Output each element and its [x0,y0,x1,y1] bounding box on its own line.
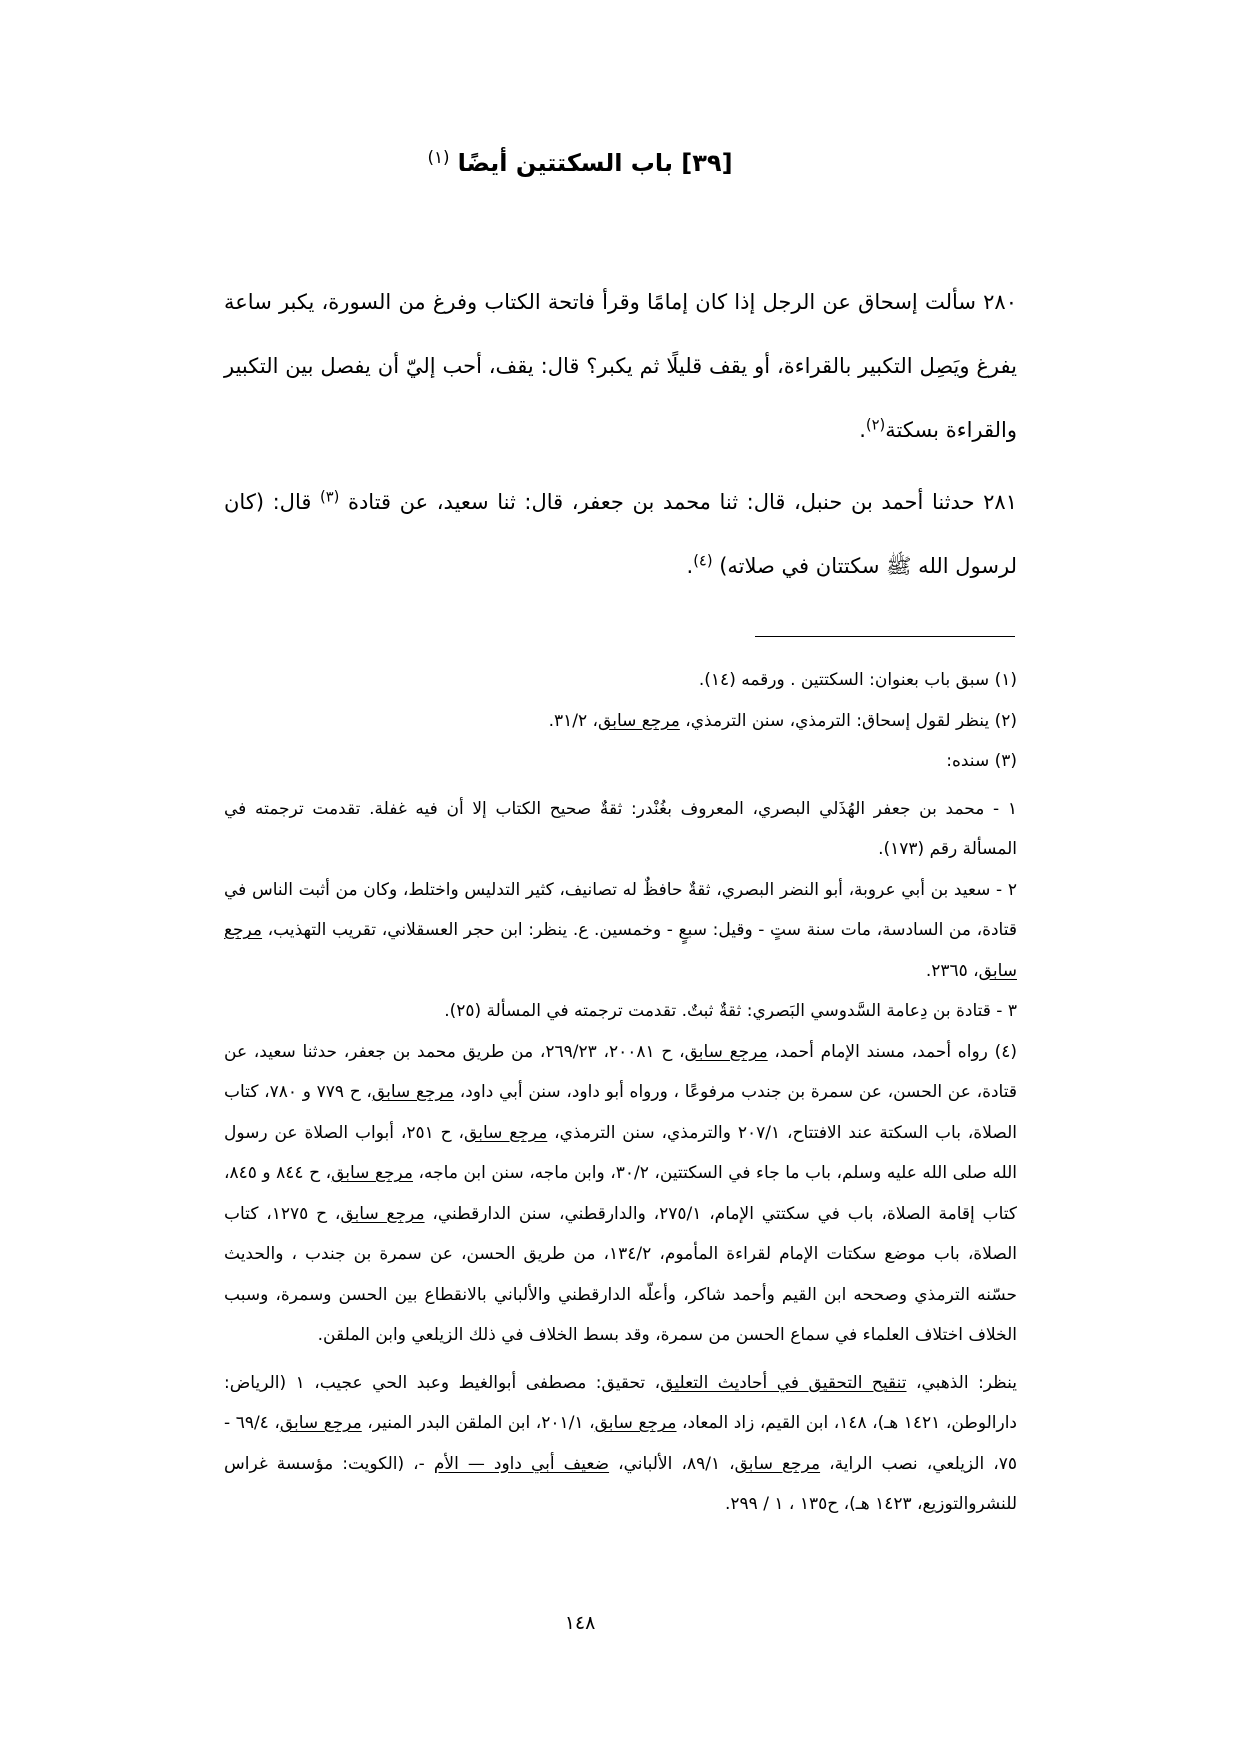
reference-title: مرجع سابق [224,920,1017,981]
text-run: قال: (كان لرسول الله ﷺ سكتتان في صلاته) [224,490,1017,578]
reference-title: مرجع سابق [594,1413,677,1433]
footnote-marker: (٤) [693,552,713,570]
footnote-2 [224,701,1017,742]
footnote-marker: (٣) [319,488,340,506]
page-number: ١٤٨ [564,1612,596,1634]
text-run: . [859,418,866,442]
reference-title: مرجع سابق [464,1122,548,1143]
text-run: (١) سبق باب بعنوان: السكتتين . ورقمه (١٤). [698,670,1017,690]
text-run: ، ح ٨٤٤ و ٨٤٥، كتاب إقامة الصلاة، باب في سكتتي الإمام، ٢٧٥/١، والدارقطني، سنن الدارقطني، [224,1163,1017,1224]
text-run: ١ - محمد بن جعفر الهُذَلي البصري، المعروف بغُنْدر: ثقةٌ صحيح الكتاب إلا أن فيه غفلة. تقدمت ترجمته في المسألة رقم (١٧٣). [224,798,1017,859]
footnote-1 [224,660,1017,701]
text-run: ، ح ٢٠٠٨١، ٢٦٩/٢٣، من طريق محمد بن جعفر، حدثنا سعيد، عن قتادة، عن الحسن، عن سمرة بن جندب مرفوعًا ، ورواه أبو داود، سنن أبي داود، [224,1041,1017,1102]
reference-title: مرجع سابق [598,710,680,731]
text-run: ، ٢٣٦٥. [925,960,979,981]
text-run: -، (الكويت: مؤسسة غراس للنشروالتوزيع، ١٤٢٣ هـ)، ح١٣٥ ، ١ / ٢٩٩. [224,1453,1017,1514]
text-run: ، تحقيق: مصطفى أبوالغيط وعبد الحي عجيب، ١ (الرياض: دارالوطن، ١٤٢١ هـ)، ١٤٨، ابن القيم، زاد المعاد، [224,1372,1018,1433]
reference-title: مرجع سابق [340,1203,425,1224]
text-run: ، ٦٩/٤ - ٧٥، الزيلعي، نصب الراية، [224,1413,1018,1474]
footnote-separator [755,636,1015,637]
reference-title: مرجع سابق [734,1453,821,1474]
footnote-3-item-1 [224,789,1017,870]
paragraph-280 [224,270,1017,462]
text-run: ٢٨٠ سألت إسحاق عن الرجل إذا كان إمامًا وقرأ فاتحة الكتاب وفرغ من السورة، يكبر ساعة يفرغ ويَصِل التكبير بالقراءة، أو يقف قليلًا ثم يكبر؟ قال: يقف، أحب إليّ أن يفصل بين التكبير والقراءة بسكتة [224,290,1017,442]
text-run: ، ٣١/٢. [548,710,599,731]
footnotes [224,660,1017,1525]
text-run: ، ح ١٢٧٥، كتاب الصلاة، باب موضع سكتات الإمام لقراءة المأموم، ١٣٤/٢، من طريق الحسن، عن سمرة بن جندب ، والحديث حسّنه الترمذي وصححه ابن القيم وأحمد شاكر، وأعلّه الدارقطني والألباني بالانقطاع بين الحسن وسمرة، وسبب الخلاف اختلاف العلماء في سماع الحسن من سمرة، وقد بسط الخلاف في ذلك الزيلعي وابن الملقن. [224,1203,1017,1345]
footnote-3 [224,741,1017,782]
footnote-marker: (٢) [865,416,886,434]
reference-title: ضعيف أبي داود — الأم [433,1453,610,1474]
text-run: (٢) ينظر لقول إسحاق: الترمذي، سنن الترمذي، [679,710,1017,731]
footnote-4-references [224,1363,1017,1525]
text-run: (٤) رواه أحمد، مسند الإمام أحمد، [767,1041,1017,1062]
footnote-3-item-2 [224,870,1017,992]
text-run: ٢٨١ حدثنا أحمد بن حنبل، قال: ثنا محمد بن جعفر، قال: ثنا سعيد، عن قتادة [339,490,1017,514]
text-run: ٢ - سعيد بن أبي عروبة، أبو النضر البصري، ثقةٌ حافظٌ له تصانيف، كثير التدليس واختلط، وكان من أثبت الناس في قتادة، من السادسة، مات سنة ستٍ - وقيل: سبعٍ - وخمسين. ع. ينظر: ابن حجر العسقلاني، تقريب التهذيب، [224,879,1017,940]
text-run: ينظر: الذهبي، [906,1372,1017,1393]
text-run: (٣) سنده: [946,751,1017,771]
text-run: ، ٢٠١/١، ابن الملقن البدر المنير، [361,1413,595,1433]
main-text [224,270,1017,598]
footnote-4 [224,1032,1017,1356]
reference-title: مرجع سابق [684,1041,768,1062]
chapter-title [140,140,1020,186]
chapter-title-text: [٣٩] باب السكتتين أيضًا [457,149,733,177]
text-run: . [686,554,694,578]
text-run: ، ح ٧٧٩ و ٧٨٠، كتاب الصلاة، باب السكتة عند الافتتاح، ٢٠٧/١ والترمذي، سنن الترمذي، [224,1082,1017,1143]
text-run: ، ح ٢٥١، أبواب الصلاة عن رسول الله صلى الله عليه وسلم، باب ما جاء في السكتتين، ٣٠/٢، وابن ماجه، سنن ابن ماجه، [224,1122,1017,1183]
paragraph-281 [224,470,1017,598]
text-run: ٣ - قتادة بن دِعامة السَّدوسي البَصري: ثقةٌ ثبتٌ. تقدمت ترجمته في المسألة (٢٥). [444,1001,1017,1021]
footnote-marker: (١) [427,146,450,167]
text-run: ، ٨٩/١، الألباني، [609,1453,735,1474]
footnote-3-item-3 [224,991,1017,1032]
reference-title: تنقيح التحقيق في أحاديث التعليق [660,1372,907,1393]
reference-title: مرجع سابق [279,1413,362,1433]
reference-title: مرجع سابق [371,1082,455,1102]
reference-title: مرجع سابق [331,1163,413,1183]
